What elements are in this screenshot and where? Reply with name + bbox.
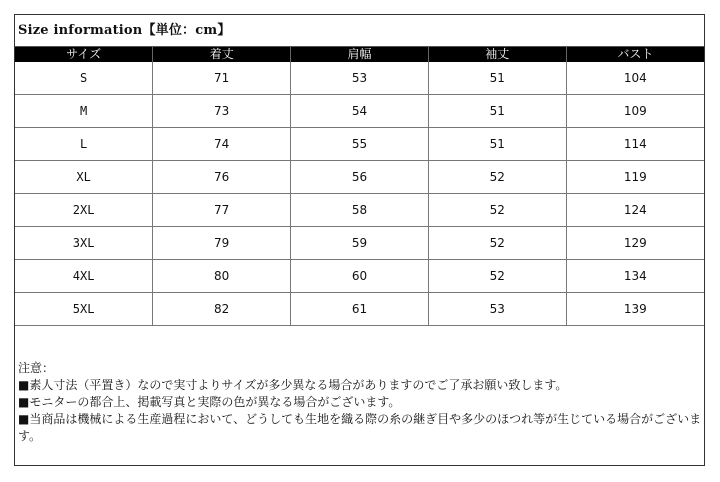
cell-shoulder: 59 xyxy=(291,227,429,260)
table-row xyxy=(15,293,704,326)
cell-shoulder: 61 xyxy=(291,293,429,326)
note-line: ■当商品は機械による生産過程において、どうしても生地を織る際の糸の継ぎ目や多少のほつれ等が生じている場合がございます。 xyxy=(18,412,702,443)
header-bust: バスト xyxy=(566,47,704,62)
note-line: ■モニターの都合上、掲載写真と実際の色が異なる場合がございます。 xyxy=(18,395,401,409)
cell-shoulder: 60 xyxy=(291,260,429,293)
header-length: 着丈 xyxy=(153,47,291,62)
cell-bust: 124 xyxy=(566,194,704,227)
cell-bust: 129 xyxy=(566,227,704,260)
cell-length: 73 xyxy=(153,95,291,128)
cell-sleeve: 52 xyxy=(428,227,566,260)
table-row xyxy=(15,227,704,260)
cell-size: L xyxy=(15,128,153,161)
size-table xyxy=(15,47,704,326)
table-row xyxy=(15,161,704,194)
cell-shoulder: 55 xyxy=(291,128,429,161)
cell-sleeve: 51 xyxy=(428,95,566,128)
cell-shoulder: 53 xyxy=(291,62,429,95)
cell-length: 74 xyxy=(153,128,291,161)
cell-shoulder: 58 xyxy=(291,194,429,227)
cell-sleeve: 52 xyxy=(428,161,566,194)
cell-bust: 109 xyxy=(566,95,704,128)
cell-bust: 134 xyxy=(566,260,704,293)
cell-length: 79 xyxy=(153,227,291,260)
cell-size: 5XL xyxy=(15,293,153,326)
cell-bust: 104 xyxy=(566,62,704,95)
cell-length: 77 xyxy=(153,194,291,227)
header-shoulder: 肩幅 xyxy=(291,47,429,62)
table-row xyxy=(15,128,704,161)
table-row xyxy=(15,62,704,95)
cell-bust: 119 xyxy=(566,161,704,194)
note-line: ■素人寸法（平置き）なので実寸よりサイズが多少異なる場合がありますのでご了承お願い致します。 xyxy=(18,378,568,392)
cell-length: 71 xyxy=(153,62,291,95)
header-sleeve: 袖丈 xyxy=(428,47,566,62)
header-row xyxy=(15,47,704,62)
cell-shoulder: 56 xyxy=(291,161,429,194)
header-size: サイズ xyxy=(15,47,153,62)
table-row xyxy=(15,260,704,293)
notes-heading: 注意： xyxy=(18,361,55,375)
cell-size: 4XL xyxy=(15,260,153,293)
table-row xyxy=(15,95,704,128)
cell-length: 76 xyxy=(153,161,291,194)
cell-shoulder: 54 xyxy=(291,95,429,128)
cell-sleeve: 52 xyxy=(428,194,566,227)
cell-size: S xyxy=(15,62,153,95)
cell-sleeve: 51 xyxy=(428,62,566,95)
cell-length: 82 xyxy=(153,293,291,326)
cell-size: XL xyxy=(15,161,153,194)
cell-bust: 139 xyxy=(566,293,704,326)
page-title: Size information【単位：cm】 xyxy=(18,23,231,38)
cell-bust: 114 xyxy=(566,128,704,161)
cell-size: 3XL xyxy=(15,227,153,260)
cell-sleeve: 53 xyxy=(428,293,566,326)
table-row xyxy=(15,194,704,227)
notes-section xyxy=(18,360,702,445)
cell-size: M xyxy=(15,95,153,128)
cell-length: 80 xyxy=(153,260,291,293)
cell-sleeve: 52 xyxy=(428,260,566,293)
cell-sleeve: 51 xyxy=(428,128,566,161)
size-chart xyxy=(14,14,705,466)
cell-size: 2XL xyxy=(15,194,153,227)
